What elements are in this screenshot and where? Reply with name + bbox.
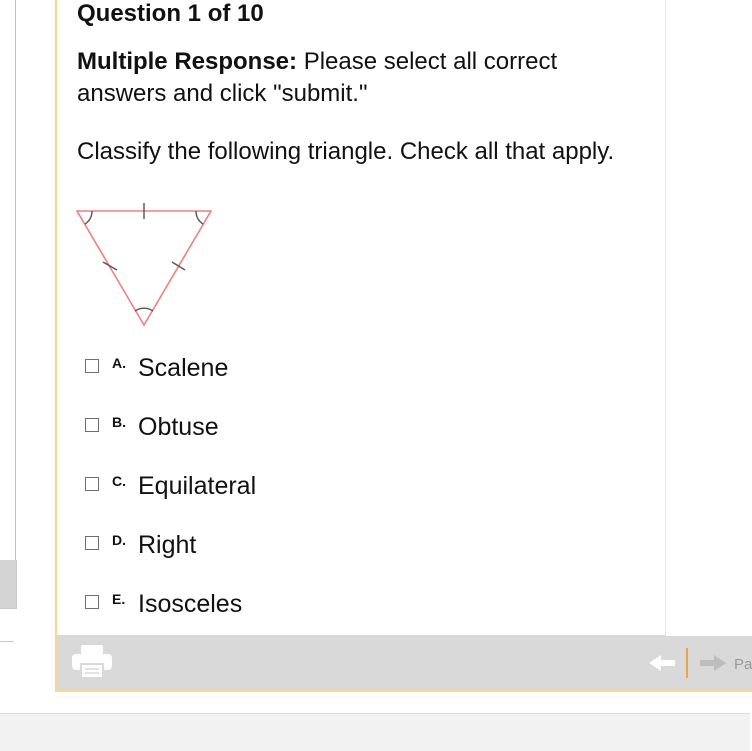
option-b[interactable] [83, 405, 383, 464]
left-panel-footer [0, 560, 17, 609]
option-a[interactable] [83, 346, 383, 405]
option-a-label[interactable]: Scalene [138, 354, 229, 382]
question-header: Question 1 of 10 [77, 0, 264, 27]
page-indicator: Pa [734, 656, 752, 673]
tick-mark-right [172, 262, 185, 270]
option-b-label[interactable]: Obtuse [138, 413, 219, 441]
arrow-left-icon[interactable] [649, 654, 677, 677]
option-a-checkbox[interactable] [85, 359, 99, 373]
question-prompt: Classify the following triangle. Check all that apply. [77, 138, 615, 165]
angle-arc-bottom [135, 308, 153, 311]
printer-icon[interactable] [71, 644, 113, 685]
triangle-figure [75, 198, 215, 330]
instructions [77, 46, 637, 110]
bottom-toolbar [55, 636, 752, 692]
option-d-letter: D. [112, 532, 126, 548]
option-b-letter: B. [112, 414, 126, 430]
option-c-checkbox[interactable] [85, 477, 99, 491]
left-divider [0, 641, 14, 642]
option-c-label[interactable]: Equilateral [138, 472, 257, 500]
bottom-strip [0, 713, 750, 751]
nav-divider [686, 648, 688, 678]
option-e-letter: E. [112, 591, 126, 607]
option-d[interactable] [83, 523, 383, 582]
option-e-checkbox[interactable] [85, 595, 99, 609]
angle-arc-right [196, 211, 203, 224]
option-e-label[interactable]: Isosceles [138, 590, 243, 618]
answer-options [83, 346, 383, 641]
option-c-letter: C. [112, 473, 126, 489]
option-d-checkbox[interactable] [85, 536, 99, 550]
left-side-panel [0, 0, 16, 560]
angle-arc-left [85, 211, 92, 224]
option-e[interactable] [83, 582, 383, 641]
instructions-text: Please select all correct answers and click "submit." [77, 48, 558, 107]
question-panel [55, 0, 666, 637]
question-type-label: Multiple Response: [77, 48, 298, 75]
option-c[interactable] [83, 464, 383, 523]
arrow-right-icon[interactable] [698, 654, 726, 677]
option-d-label[interactable]: Right [138, 531, 197, 559]
option-a-letter: A. [112, 355, 126, 371]
tick-mark-left [103, 262, 117, 270]
option-b-checkbox[interactable] [85, 418, 99, 432]
